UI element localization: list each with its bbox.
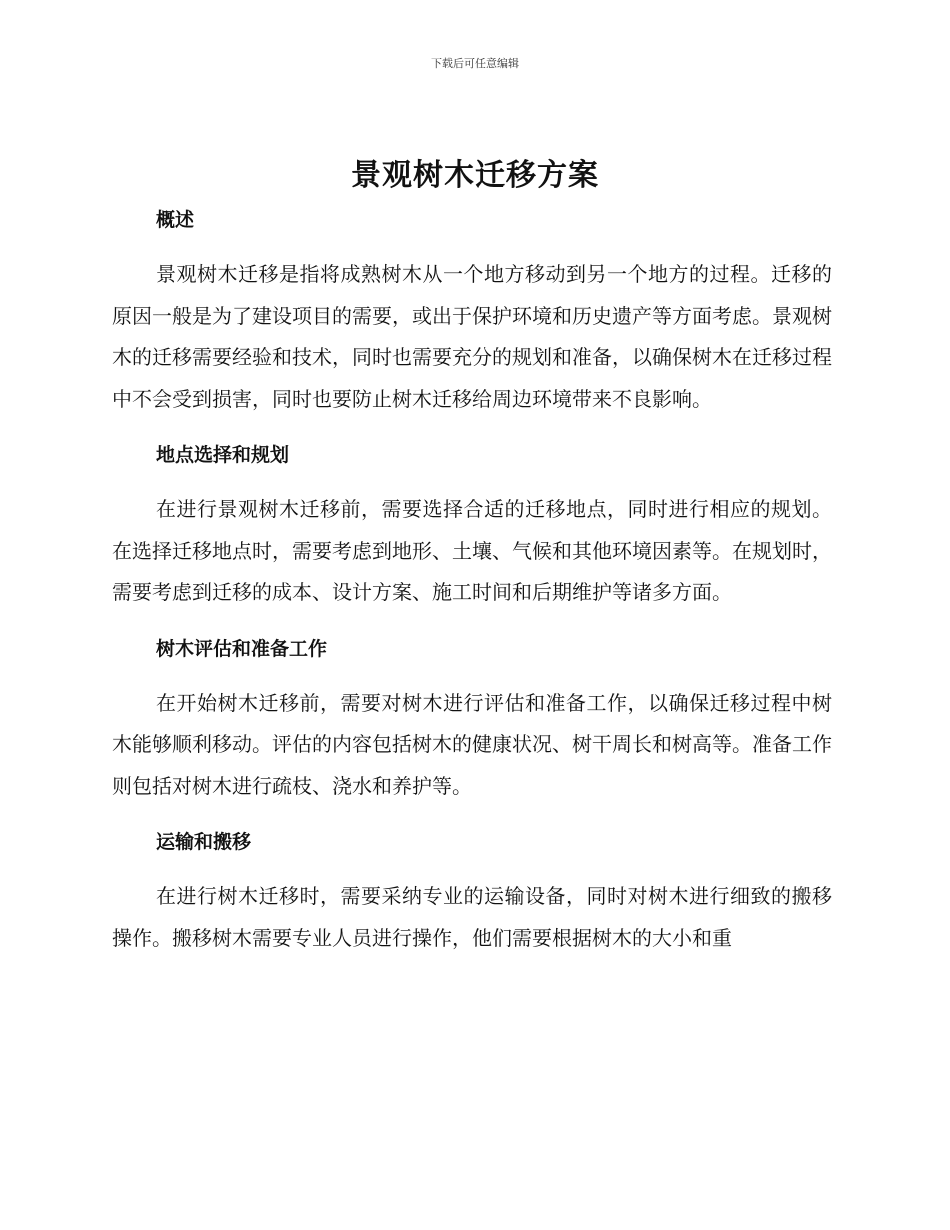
section-heading-tree-assessment: 树木评估和准备工作 (156, 637, 328, 660)
section-paragraph-transport: 在进行树木迁移时，需要采纳专业的运输设备，同时对树木进行细致的搬移操作。搬移树木需要专业人员进行操作，他们需要根据树木的大小和重 (112, 884, 832, 950)
section-paragraph-tree-assessment: 在开始树木迁移前，需要对树木进行评估和准备工作，以确保迁移过程中树木能够顺利移动。评估的内容包括树木的健康状况、树干周长和树高等。准备工作则包括对树木进行疏枝、浇水和养护等。 (112, 690, 832, 798)
document-body (112, 200, 832, 959)
section-paragraph-overview: 景观树木迁移是指将成熟树木从一个地方移动到另一个地方的过程。迁移的原因一般是为了建设项目的需要，或出于保护环境和历史遗产等方面考虑。景观树木的迁移需要经验和技术，同时也需要充分的规划和准备，以确保树木在迁移过程中不会受到损害，同时也要防止树木迁移给周边环境带来不良影响。 (112, 262, 832, 411)
document-title: 景观树木迁移方案 (351, 158, 599, 193)
section-heading-transport: 运输和搬移 (156, 831, 252, 853)
header-note: 下载后可任意编辑 (431, 57, 519, 70)
section-heading-site-selection: 地点选择和规划 (156, 444, 290, 466)
section-heading-overview: 概述 (156, 209, 195, 231)
section-paragraph-site-selection: 在进行景观树木迁移前，需要选择合适的迁移地点，同时进行相应的规划。在选择迁移地点时，需要考虑到地形、土壤、气候和其他环境因素等。在规划时，需要考虑到迁移的成本、设计方案、施工时间和后期维护等诸多方面。 (112, 497, 832, 604)
